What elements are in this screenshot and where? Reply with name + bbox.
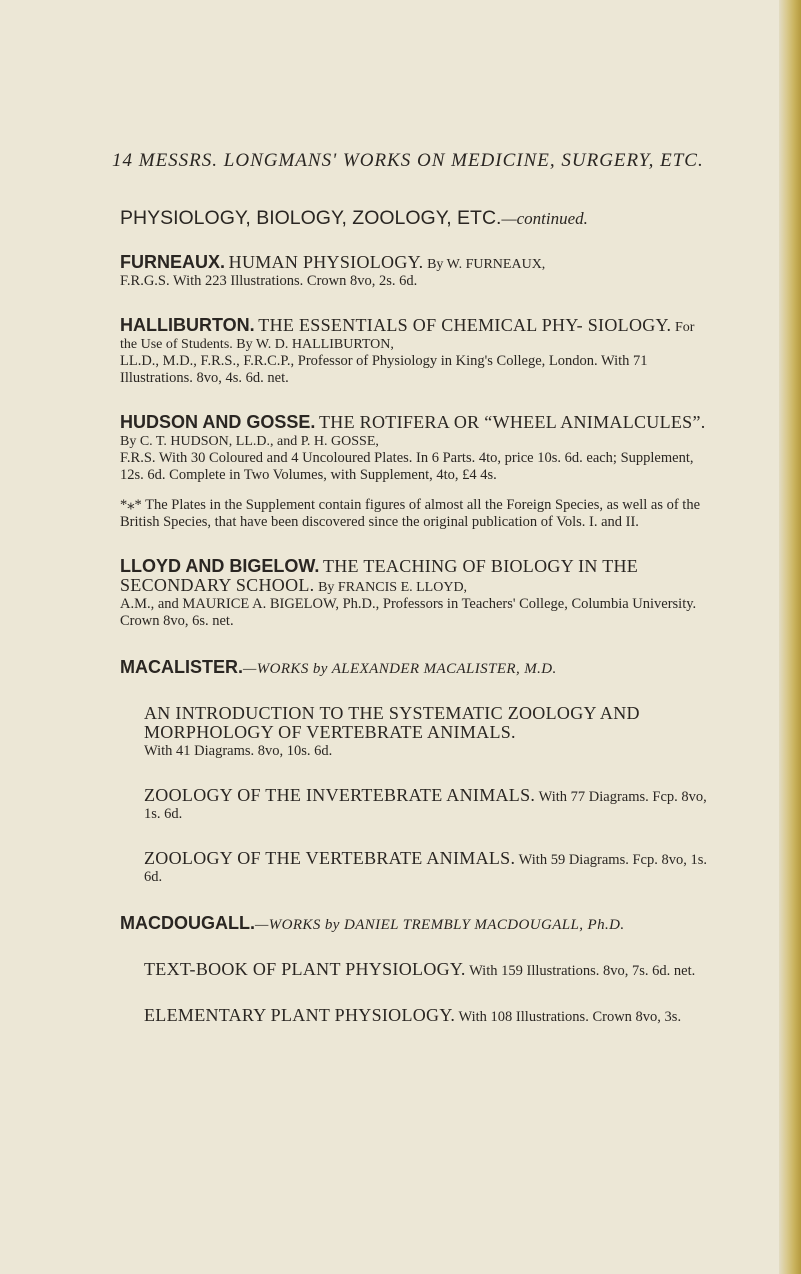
book-entry <box>144 961 712 980</box>
macalister-heading <box>120 657 712 678</box>
book-title: AN INTRODUCTION TO THE SYSTEMATIC ZOOLOGY AND MORPHOLOGY OF VERTEBRATE ANIMALS. <box>144 703 640 742</box>
section-title-text: PHYSIOLOGY, BIOLOGY, ZOOLOGY, ETC. <box>120 207 502 229</box>
book-title: ELEMENTARY PLANT PHYSIOLOGY. <box>144 1005 456 1025</box>
entry-details: By W. FURNEAUX, <box>427 257 546 272</box>
entry-title: THE ESSENTIALS OF CHEMICAL PHY- SIOLOGY. <box>258 315 672 335</box>
book-entry <box>144 1007 712 1026</box>
entry-title: HUMAN PHYSIOLOGY. <box>228 252 424 272</box>
section-continued: —continued. <box>501 209 588 228</box>
entry-author: HALLIBURTON. <box>120 315 255 335</box>
book-page <box>112 150 712 1053</box>
entry-lloyd-bigelow <box>120 558 712 630</box>
entry-details-rest: LL.D., M.D., F.R.S., F.R.C.P., Professor of Physiology in King's College, London. With 71 Illustrations. 8vo, 4s. 6d. net. <box>120 353 648 386</box>
entry-note: *⁎* The Plates in the Supplement contain figures of almost all the Foreign Species, as well as of the British Species, that have been discovered since the original publication of Vols. I. and II. <box>120 497 701 530</box>
book-entry <box>144 850 712 886</box>
entry-furneaux <box>120 254 712 290</box>
macdougall-heading <box>120 913 712 934</box>
book-title: ZOOLOGY OF THE INVERTEBRATE ANIMALS. <box>144 785 536 805</box>
entry-details: For the Use of Students. By W. D. HALLIBURTON, <box>120 320 695 352</box>
entry-author: HUDSON AND GOSSE. <box>120 412 316 432</box>
author-name: MACDOUGALL. <box>120 913 255 933</box>
book-details: With 77 Diagrams. Fcp. 8vo, 1s. 6d. <box>144 789 707 822</box>
author-name: MACALISTER. <box>120 657 243 677</box>
book-entry <box>144 705 712 760</box>
entry-author: FURNEAUX. <box>120 252 226 272</box>
book-title: ZOOLOGY OF THE VERTEBRATE ANIMALS. <box>144 848 516 868</box>
section-title <box>120 207 712 230</box>
author-works: —WORKS by ALEXANDER MACALISTER, M.D. <box>243 661 557 677</box>
book-details: With 159 Illustrations. 8vo, 7s. 6d. net. <box>469 963 696 979</box>
book-details: With 41 Diagrams. 8vo, 10s. 6d. <box>144 743 333 759</box>
entry-halliburton <box>120 317 712 387</box>
entry-details-rest: A.M., and MAURICE A. BIGELOW, Ph.D., Professors in Teachers' College, Columbia University. Crown 8vo, 6s. net. <box>120 596 697 629</box>
entry-author: LLOYD AND BIGELOW. <box>120 556 320 576</box>
entry-details: By FRANCIS E. LLOYD, <box>318 580 468 595</box>
page-edge <box>779 0 801 1274</box>
entry-details: By C. T. HUDSON, LL.D., and P. H. GOSSE, <box>120 434 379 449</box>
book-entry <box>144 787 712 823</box>
running-head: 14 MESSRS. LONGMANS' WORKS ON MEDICINE, SURGERY, ETC. <box>112 150 704 171</box>
entry-title: THE TEACHING OF BIOLOGY IN THE SECONDARY SCHOOL. <box>120 556 639 595</box>
author-works: —WORKS by DANIEL TREMBLY MACDOUGALL, Ph.D. <box>254 917 625 933</box>
entry-hudson-gosse <box>120 414 712 484</box>
book-details: With 108 Illustrations. Crown 8vo, 3s. <box>458 1009 682 1025</box>
entry-details-rest: F.R.S. With 30 Coloured and 4 Uncoloured Plates. In 6 Parts. 4to, price 10s. 6d. each; Supplement, 12s. 6d. Complete in Two Volumes, with Supplement, 4to, £4 4s. <box>120 450 694 483</box>
entry-title: THE ROTIFERA OR “WHEEL ANIMALCULES”. <box>318 412 706 432</box>
entry-details-rest: F.R.G.S. With 223 Illustrations. Crown 8vo, 2s. 6d. <box>120 273 418 289</box>
book-title: TEXT-BOOK OF PLANT PHYSIOLOGY. <box>144 959 466 979</box>
book-details: With 59 Diagrams. Fcp. 8vo, 1s. 6d. <box>144 852 707 885</box>
